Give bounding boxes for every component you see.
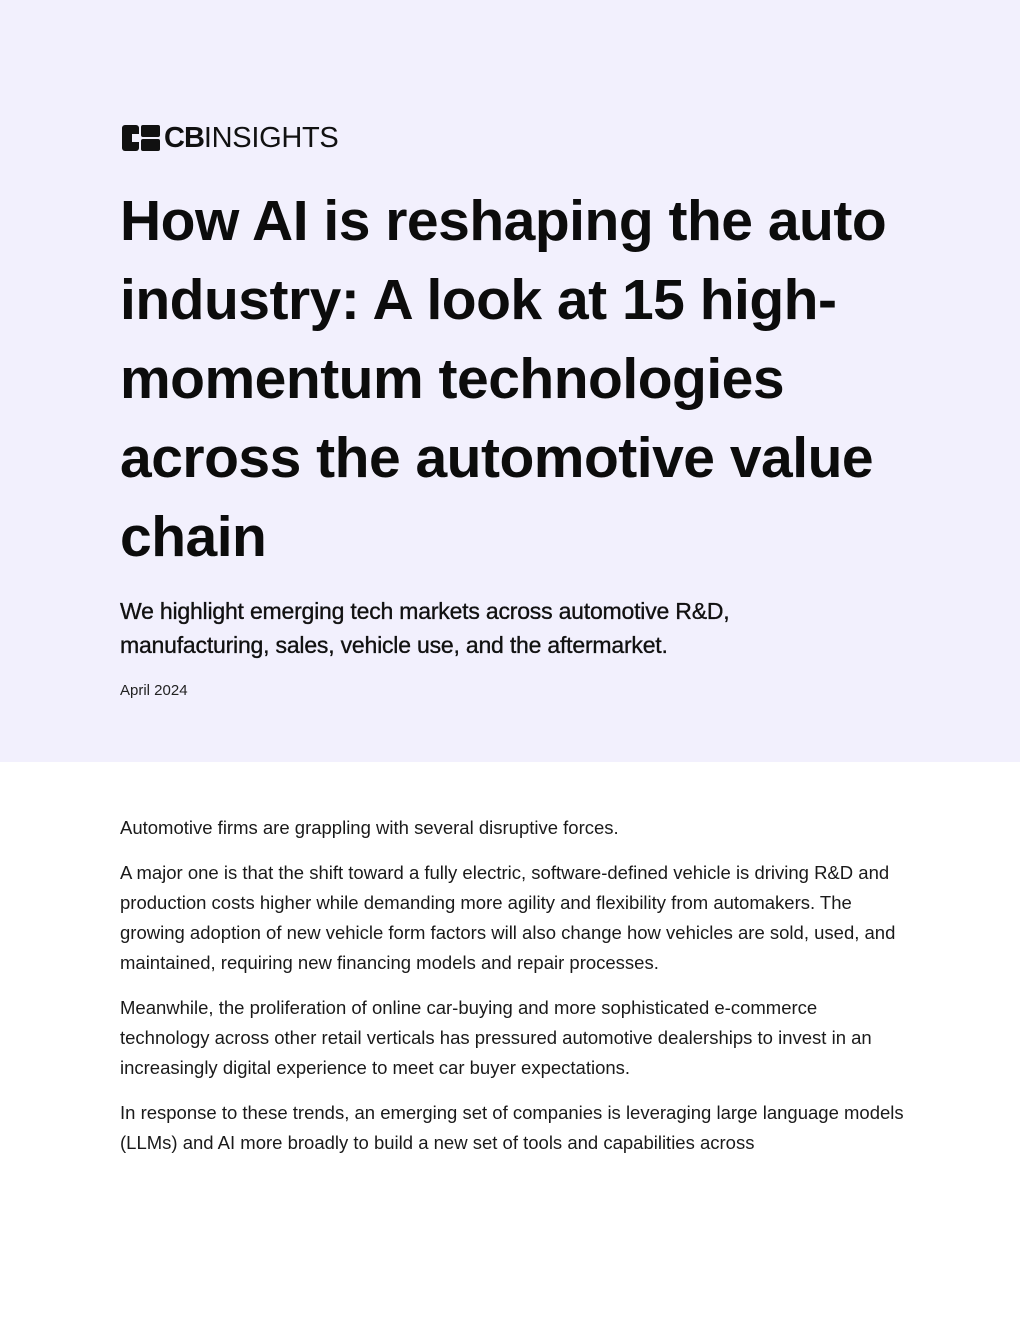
paragraph-1: Automotive firms are grappling with several disruptive forces.	[120, 817, 619, 838]
article-body	[120, 813, 910, 1173]
logo-wordmark-bold: CB	[164, 122, 204, 154]
cb-insights-logo	[122, 124, 338, 152]
logo-wordmark-light: INSIGHTS	[203, 122, 339, 154]
logo-wordmark	[164, 124, 338, 152]
publication-date: April 2024	[120, 682, 188, 699]
cb-insights-logo-icon	[122, 125, 160, 151]
page-subtitle: We highlight emerging tech markets across automotive R&D, manufacturing, sales, vehicle use, and the aftermarket.	[120, 598, 730, 658]
paragraph-3: Meanwhile, the proliferation of online car-buying and more sophisticated e-commerce technology across other retail verticals has pressured automotive dealerships to invest in an increasingly digital experience to meet car buyer expectations.	[120, 997, 872, 1078]
paragraph-2: A major one is that the shift toward a fully electric, software-defined vehicle is driving R&D and production costs higher while demanding more agility and flexibility from automakers. The growing adoption of new vehicle form factors will also change how vehicles are sold, used, and maintained, requiring new financing models and repair processes.	[120, 862, 896, 973]
paragraph-4: In response to these trends, an emerging set of companies is leveraging large language models (LLMs) and AI more broadly to build a new set of tools and capabilities across	[120, 1102, 904, 1153]
page-title: How AI is reshaping the auto industry: A look at 15 high-momentum technologies across the automotive value chain	[120, 189, 887, 569]
